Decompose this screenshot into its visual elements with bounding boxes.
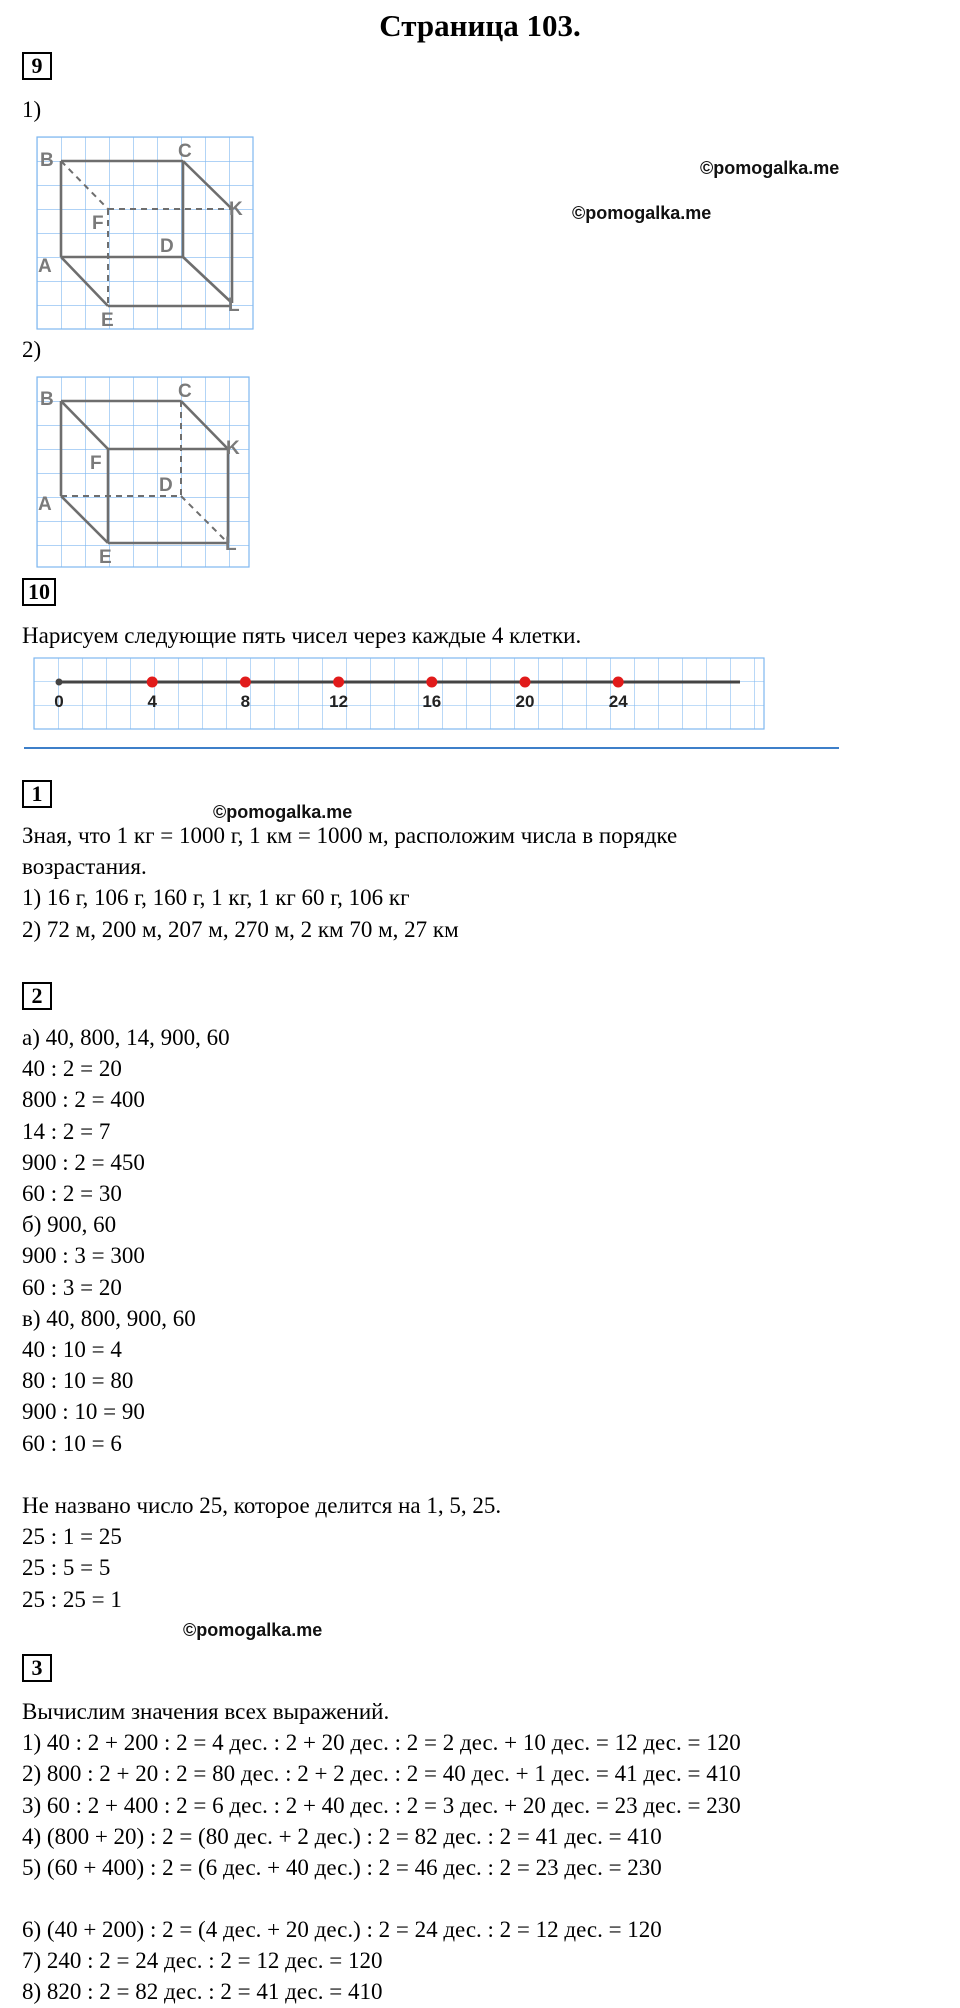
text-line: 900 : 3 = 300 xyxy=(22,1243,145,1269)
number-line-tick-label: 12 xyxy=(329,692,349,711)
task-number-1: 1 xyxy=(22,780,52,808)
text-line: 1) 16 г, 106 г, 160 г, 1 кг, 1 кг 60 г, 106 кг xyxy=(22,885,410,911)
number-line-tick-label: 16 xyxy=(422,692,442,711)
task2-text xyxy=(22,1022,230,1459)
vertex-label-e: E xyxy=(99,547,112,568)
text-line: 5) (60 + 400) : 2 = (6 дес. + 40 дес.) : 2 = 46 дес. : 2 = 23 дес. = 230 xyxy=(22,1855,662,1881)
text-line: 25 : 5 = 5 xyxy=(22,1555,111,1581)
vertex-label-c: C xyxy=(178,141,192,162)
number-line-point xyxy=(426,677,437,688)
text-line: 1) 40 : 2 + 200 : 2 = 4 дес. : 2 + 20 дес. : 2 = 2 дес. + 10 дес. = 12 дес. = 120 xyxy=(22,1730,741,1756)
vertex-label-e: E xyxy=(101,310,114,331)
task3-text xyxy=(22,1696,741,1883)
text-line: 2) 800 : 2 + 20 : 2 = 80 дес. : 2 + 2 дес. : 2 = 40 дес. + 1 дес. = 41 дес. = 410 xyxy=(22,1761,741,1787)
text-line: 40 : 10 = 4 xyxy=(22,1337,122,1363)
text-line: 25 : 1 = 25 xyxy=(22,1524,122,1550)
divider xyxy=(24,747,839,749)
number-line-tick-label: 24 xyxy=(608,692,628,711)
text-line: 800 : 2 = 400 xyxy=(22,1087,145,1113)
number-line-point xyxy=(520,677,531,688)
text-line: 25 : 25 = 1 xyxy=(22,1586,122,1612)
vertex-label-l: L xyxy=(225,534,237,555)
vertex-label-f: F xyxy=(90,453,102,474)
text-line: в) 40, 800, 900, 60 xyxy=(22,1305,196,1331)
watermark: ©pomogalka.me xyxy=(700,158,840,178)
vertex-label-b: B xyxy=(40,150,54,171)
number-line xyxy=(0,0,960,760)
text-line: 14 : 2 = 7 xyxy=(22,1118,111,1144)
text-line: 4) (800 + 20) : 2 = (80 дес. + 2 дес.) : 2 = 82 дес. : 2 = 41 дес. = 410 xyxy=(22,1823,662,1849)
text-line: 60 : 2 = 30 xyxy=(22,1181,122,1207)
text-line: 7) 240 : 2 = 24 дес. : 2 = 12 дес. = 120 xyxy=(22,1948,383,1974)
vertex-label-k: K xyxy=(229,199,243,220)
text-line: Не названо число 25, которое делится на 1, 5, 25. xyxy=(22,1493,502,1518)
number-line-point xyxy=(613,677,624,688)
text-line: 900 : 2 = 450 xyxy=(22,1149,145,1175)
text-line: 8) 820 : 2 = 82 дес. : 2 = 41 дес. = 410 xyxy=(22,1979,383,2005)
text-line: Вычислим значения всех выражений. xyxy=(22,1699,390,1724)
text-line: 6) (40 + 200) : 2 = (4 дес. + 20 дес.) : 2 = 24 дес. : 2 = 12 дес. = 120 xyxy=(22,1917,662,1942)
number-line-point xyxy=(333,677,344,688)
watermark: ©pomogalka.me xyxy=(213,802,353,822)
text-line: 60 : 3 = 20 xyxy=(22,1274,122,1300)
vertex-label-b: B xyxy=(40,389,54,410)
task-number-3: 3 xyxy=(22,1654,52,1682)
text-line: 900 : 10 = 90 xyxy=(22,1399,145,1425)
number-line-point xyxy=(56,679,63,686)
vertex-label-d: D xyxy=(159,475,173,496)
task-number-9: 9 xyxy=(22,52,52,80)
text-line: 60 : 10 = 6 xyxy=(22,1430,122,1456)
text-line: возрастания. xyxy=(22,854,147,880)
number-line-tick-label: 20 xyxy=(515,692,535,711)
vertex-label-k: K xyxy=(226,438,240,459)
vertex-label-l: L xyxy=(228,295,240,316)
page-title: Страница 103. xyxy=(379,8,581,43)
vertex-label-a: A xyxy=(38,494,52,515)
text-line: 40 : 2 = 20 xyxy=(22,1056,122,1082)
vertex-label-c: C xyxy=(178,381,192,402)
number-line-tick-label: 0 xyxy=(54,692,64,711)
number-line-point xyxy=(147,677,158,688)
text-line: 80 : 10 = 80 xyxy=(22,1368,134,1394)
task3-text-extra xyxy=(22,1914,662,2008)
task1-text xyxy=(22,820,677,945)
vertex-label-d: D xyxy=(160,236,174,257)
number-line-tick-label: 8 xyxy=(240,692,251,711)
task9-part1-label: 1) xyxy=(22,97,42,122)
text-line: а) 40, 800, 14, 900, 60 xyxy=(22,1025,230,1050)
task2-text-extra xyxy=(22,1490,501,1615)
vertex-label-a: A xyxy=(38,256,52,277)
task9-part2-label: 2) xyxy=(22,337,42,362)
number-line-tick-label: 4 xyxy=(147,692,157,711)
watermark: ©pomogalka.me xyxy=(572,203,712,223)
watermark: ©pomogalka.me xyxy=(183,1620,323,1640)
vertex-label-f: F xyxy=(92,213,104,234)
task-number-10: 10 xyxy=(22,578,56,606)
task-number-2: 2 xyxy=(22,982,52,1010)
number-line-point xyxy=(240,677,251,688)
text-line: 2) 72 м, 200 м, 207 м, 270 м, 2 км 70 м, 27 км xyxy=(22,916,459,942)
task10-text: Нарисуем следующие пять чисел через каждые 4 клетки. xyxy=(22,623,582,648)
text-line: 3) 60 : 2 + 400 : 2 = 6 дес. : 2 + 40 дес. : 2 = 3 дес. + 20 дес. = 23 дес. = 230 xyxy=(22,1792,741,1818)
text-line: Зная, что 1 кг = 1000 г, 1 км = 1000 м, расположим числа в порядке xyxy=(22,823,678,848)
text-line: б) 900, 60 xyxy=(22,1212,117,1238)
